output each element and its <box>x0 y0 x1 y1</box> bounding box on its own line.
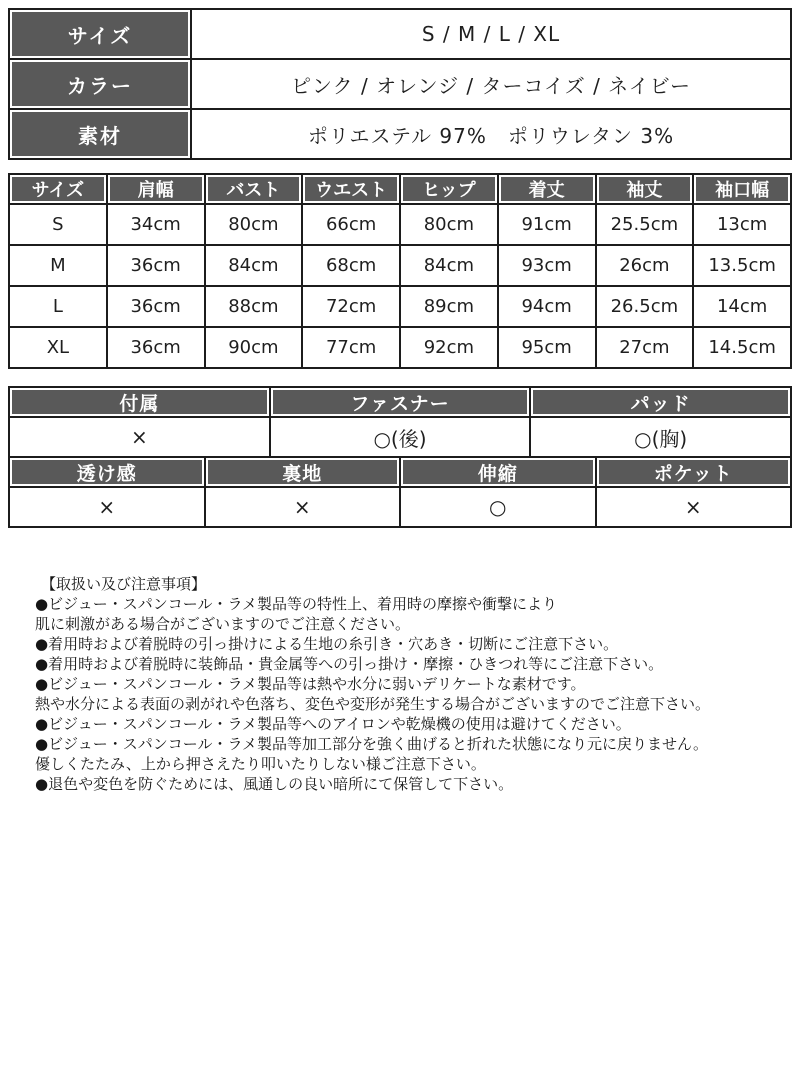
size-chart-header: ヒップ <box>400 174 498 204</box>
care-notes-line: ●退色や変色を防ぐためには、風通しの良い暗所にて保管して下さい。 <box>35 775 514 793</box>
info-label-color: カラー <box>9 59 191 109</box>
table-row <box>9 487 791 527</box>
size-chart-cell: 80cm <box>205 204 303 245</box>
size-chart-cell: 66cm <box>302 204 400 245</box>
features-table-1 <box>8 386 792 458</box>
care-notes-line: ●着用時および着脱時に装飾品・貴金属等への引っ掛け・摩擦・ひきつれ等にご注意下さい。 <box>35 655 664 673</box>
size-chart-table <box>8 173 792 369</box>
size-chart-cell: 14cm <box>693 286 791 327</box>
table-row <box>9 59 791 109</box>
size-chart-header: 肩幅 <box>107 174 205 204</box>
feature-value-lining: × <box>205 487 401 527</box>
size-chart-header: 袖口幅 <box>693 174 791 204</box>
feature-header-accessory: 付属 <box>9 387 270 417</box>
size-chart-cell: 36cm <box>107 327 205 368</box>
size-chart-header: バスト <box>205 174 303 204</box>
feature-value-stretch: ○ <box>400 487 596 527</box>
table-row <box>9 286 791 327</box>
size-chart-cell: M <box>9 245 107 286</box>
table-row <box>9 417 791 457</box>
table-row <box>9 9 791 59</box>
info-value-size: S / M / L / XL <box>191 9 791 59</box>
size-chart-cell: 88cm <box>205 286 303 327</box>
feature-value-sheerness: × <box>9 487 205 527</box>
size-chart-cell: 25.5cm <box>596 204 694 245</box>
feature-header-sheerness: 透け感 <box>9 457 205 487</box>
feature-value-pad: ○(胸) <box>530 417 791 457</box>
care-notes-line: ●ビジュー・スパンコール・ラメ製品等へのアイロンや乾燥機の使用は避けてください。 <box>35 715 631 733</box>
features-header-row <box>9 457 791 487</box>
table-row <box>9 204 791 245</box>
feature-header-fastener: ファスナー <box>270 387 531 417</box>
size-chart-cell: 27cm <box>596 327 694 368</box>
size-chart-cell: 26cm <box>596 245 694 286</box>
size-chart-cell: 93cm <box>498 245 596 286</box>
size-chart-cell: 92cm <box>400 327 498 368</box>
feature-header-lining: 裏地 <box>205 457 401 487</box>
size-chart-cell: L <box>9 286 107 327</box>
feature-value-fastener: ○(後) <box>270 417 531 457</box>
size-chart-cell: 72cm <box>302 286 400 327</box>
care-notes-line: 熱や水分による表面の剥がれや色落ち、変色や変形が発生する場合がございますのでご注意下さい。 <box>35 695 711 713</box>
info-label-material: 素材 <box>9 109 191 159</box>
table-row <box>9 245 791 286</box>
feature-header-stretch: 伸縮 <box>400 457 596 487</box>
info-value-color: ピンク / オレンジ / ターコイズ / ネイビー <box>191 59 791 109</box>
size-chart-cell: 84cm <box>400 245 498 286</box>
size-chart-cell: 95cm <box>498 327 596 368</box>
size-chart-cell: XL <box>9 327 107 368</box>
features-table-2 <box>8 456 792 528</box>
info-value-material: ポリエステル 97% ポリウレタン 3% <box>191 109 791 159</box>
size-chart-header: ウエスト <box>302 174 400 204</box>
care-notes-line: ●ビジュー・スパンコール・ラメ製品等は熱や水分に弱いデリケートな素材です。 <box>35 675 586 693</box>
size-chart-cell: 13.5cm <box>693 245 791 286</box>
care-notes-line: 優しくたたみ、上から押さえたり叩いたりしない様ご注意下さい。 <box>35 755 486 773</box>
care-notes-line: ●ビジュー・スパンコール・ラメ製品等加工部分を強く曲げると折れた状態になり元に戻りません。 <box>35 735 708 753</box>
feature-header-pad: パッド <box>530 387 791 417</box>
feature-value-accessory: × <box>9 417 270 457</box>
care-notes-title: 【取扱い及び注意事項】 <box>41 575 207 593</box>
size-chart-cell: 36cm <box>107 286 205 327</box>
table-row <box>9 109 791 159</box>
care-notes-line: ●ビジュー・スパンコール・ラメ製品等の特性上、着用時の摩擦や衝撃により <box>35 595 558 613</box>
size-chart-header: サイズ <box>9 174 107 204</box>
size-chart-cell: 77cm <box>302 327 400 368</box>
size-chart-cell: 84cm <box>205 245 303 286</box>
size-chart-cell: 68cm <box>302 245 400 286</box>
size-chart-cell: 91cm <box>498 204 596 245</box>
care-notes-line: ●着用時および着脱時の引っ掛けによる生地の糸引き・穴あき・切断にご注意下さい。 <box>35 635 619 653</box>
table-row <box>9 327 791 368</box>
features-header-row <box>9 387 791 417</box>
size-chart-cell: 26.5cm <box>596 286 694 327</box>
size-chart-cell: 34cm <box>107 204 205 245</box>
feature-header-pocket: ポケット <box>596 457 792 487</box>
size-chart-header-row <box>9 174 791 204</box>
size-chart-cell: 90cm <box>205 327 303 368</box>
size-chart-cell: S <box>9 204 107 245</box>
size-chart-cell: 80cm <box>400 204 498 245</box>
size-chart-cell: 89cm <box>400 286 498 327</box>
info-label-size: サイズ <box>9 9 191 59</box>
size-chart-cell: 13cm <box>693 204 791 245</box>
product-info-table <box>8 8 792 160</box>
size-chart-cell: 14.5cm <box>693 327 791 368</box>
feature-value-pocket: × <box>596 487 792 527</box>
size-chart-cell: 94cm <box>498 286 596 327</box>
size-chart-header: 着丈 <box>498 174 596 204</box>
care-notes <box>8 528 792 794</box>
size-chart-cell: 36cm <box>107 245 205 286</box>
care-notes-line: 肌に刺激がある場合がございますのでご注意ください。 <box>35 615 411 633</box>
size-chart-header: 袖丈 <box>596 174 694 204</box>
